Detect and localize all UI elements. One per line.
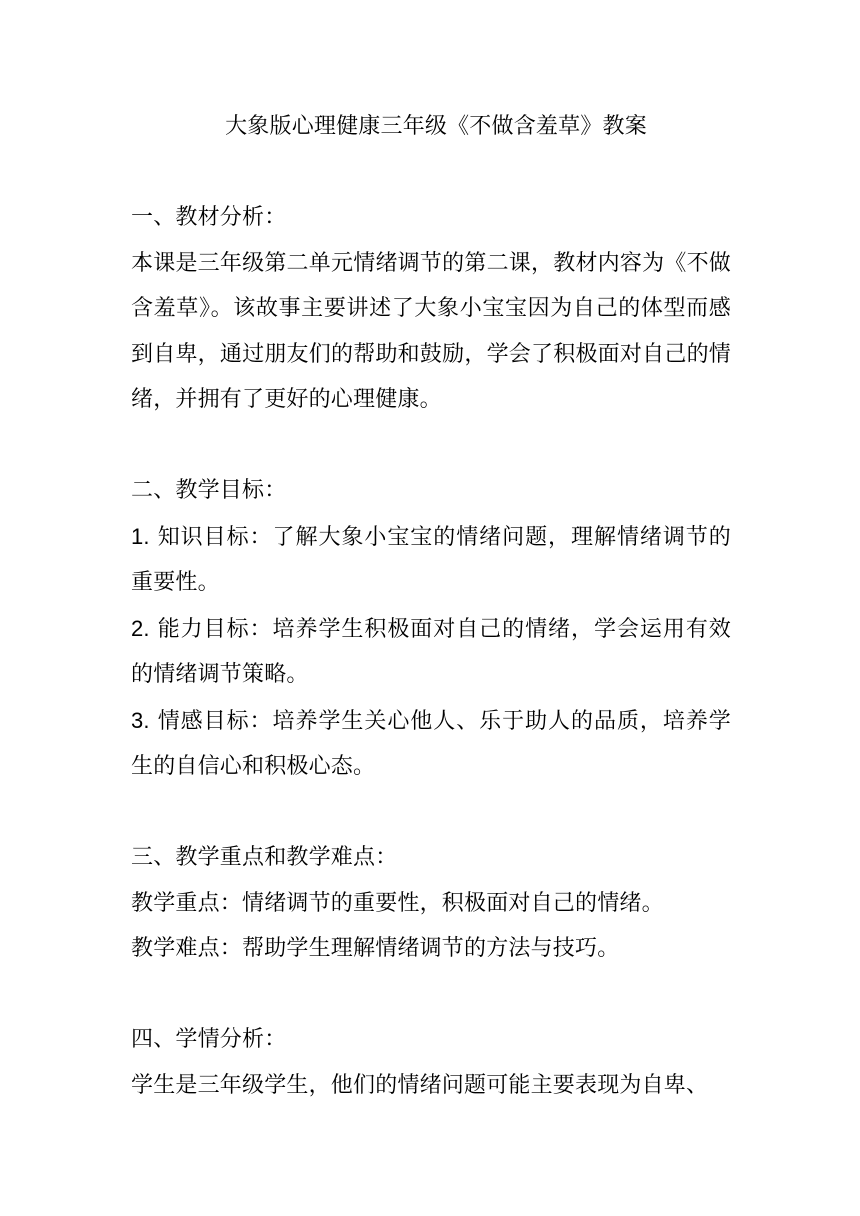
section-heading: 一、教材分析： <box>131 205 287 230</box>
item-text: 情感目标：培养学生关心他人、乐于助人的品质，培养学生的自信心和积极心态。 <box>131 708 731 779</box>
section-heading: 二、教学目标： <box>131 478 287 503</box>
document-body <box>131 104 731 1108</box>
paragraph: 学生是三年级学生，他们的情绪问题可能主要表现为自卑、 <box>131 1072 709 1098</box>
section-textbook-analysis <box>131 195 731 423</box>
item-number: 3. <box>131 707 150 733</box>
document-title: 大象版心理健康三年级《不做含羞草》教案 <box>225 114 647 139</box>
section-key-points <box>131 835 731 972</box>
section-student-analysis <box>131 1017 731 1108</box>
paragraph: 教学重点：情绪调节的重要性，积极面对自己的情绪。 <box>131 890 664 916</box>
item-text: 知识目标：了解大象小宝宝的情绪问题，理解情绪调节的重要性。 <box>131 524 731 595</box>
section-heading: 四、学情分析： <box>131 1027 287 1052</box>
paragraph: 教学难点：帮助学生理解情绪调节的方法与技巧。 <box>131 936 620 961</box>
list-item <box>131 698 731 790</box>
list-item <box>131 606 731 698</box>
section-teaching-objectives <box>131 468 731 790</box>
item-number: 2. <box>131 615 150 641</box>
item-number: 1. <box>131 523 150 549</box>
section-heading: 三、教学重点和教学难点： <box>131 845 398 870</box>
list-item <box>131 514 731 606</box>
item-text: 能力目标：培养学生积极面对自己的情绪，学会运用有效的情绪调节策略。 <box>131 616 731 687</box>
paragraph: 本课是三年级第二单元情绪调节的第二课，教材内容为《不做含羞草》。该故事主要讲述了大象小宝宝因为自己的体型而感到自卑，通过朋友们的帮助和鼓励，学会了积极面对自己的情绪，并拥有了更好的心理健康。 <box>131 250 731 412</box>
